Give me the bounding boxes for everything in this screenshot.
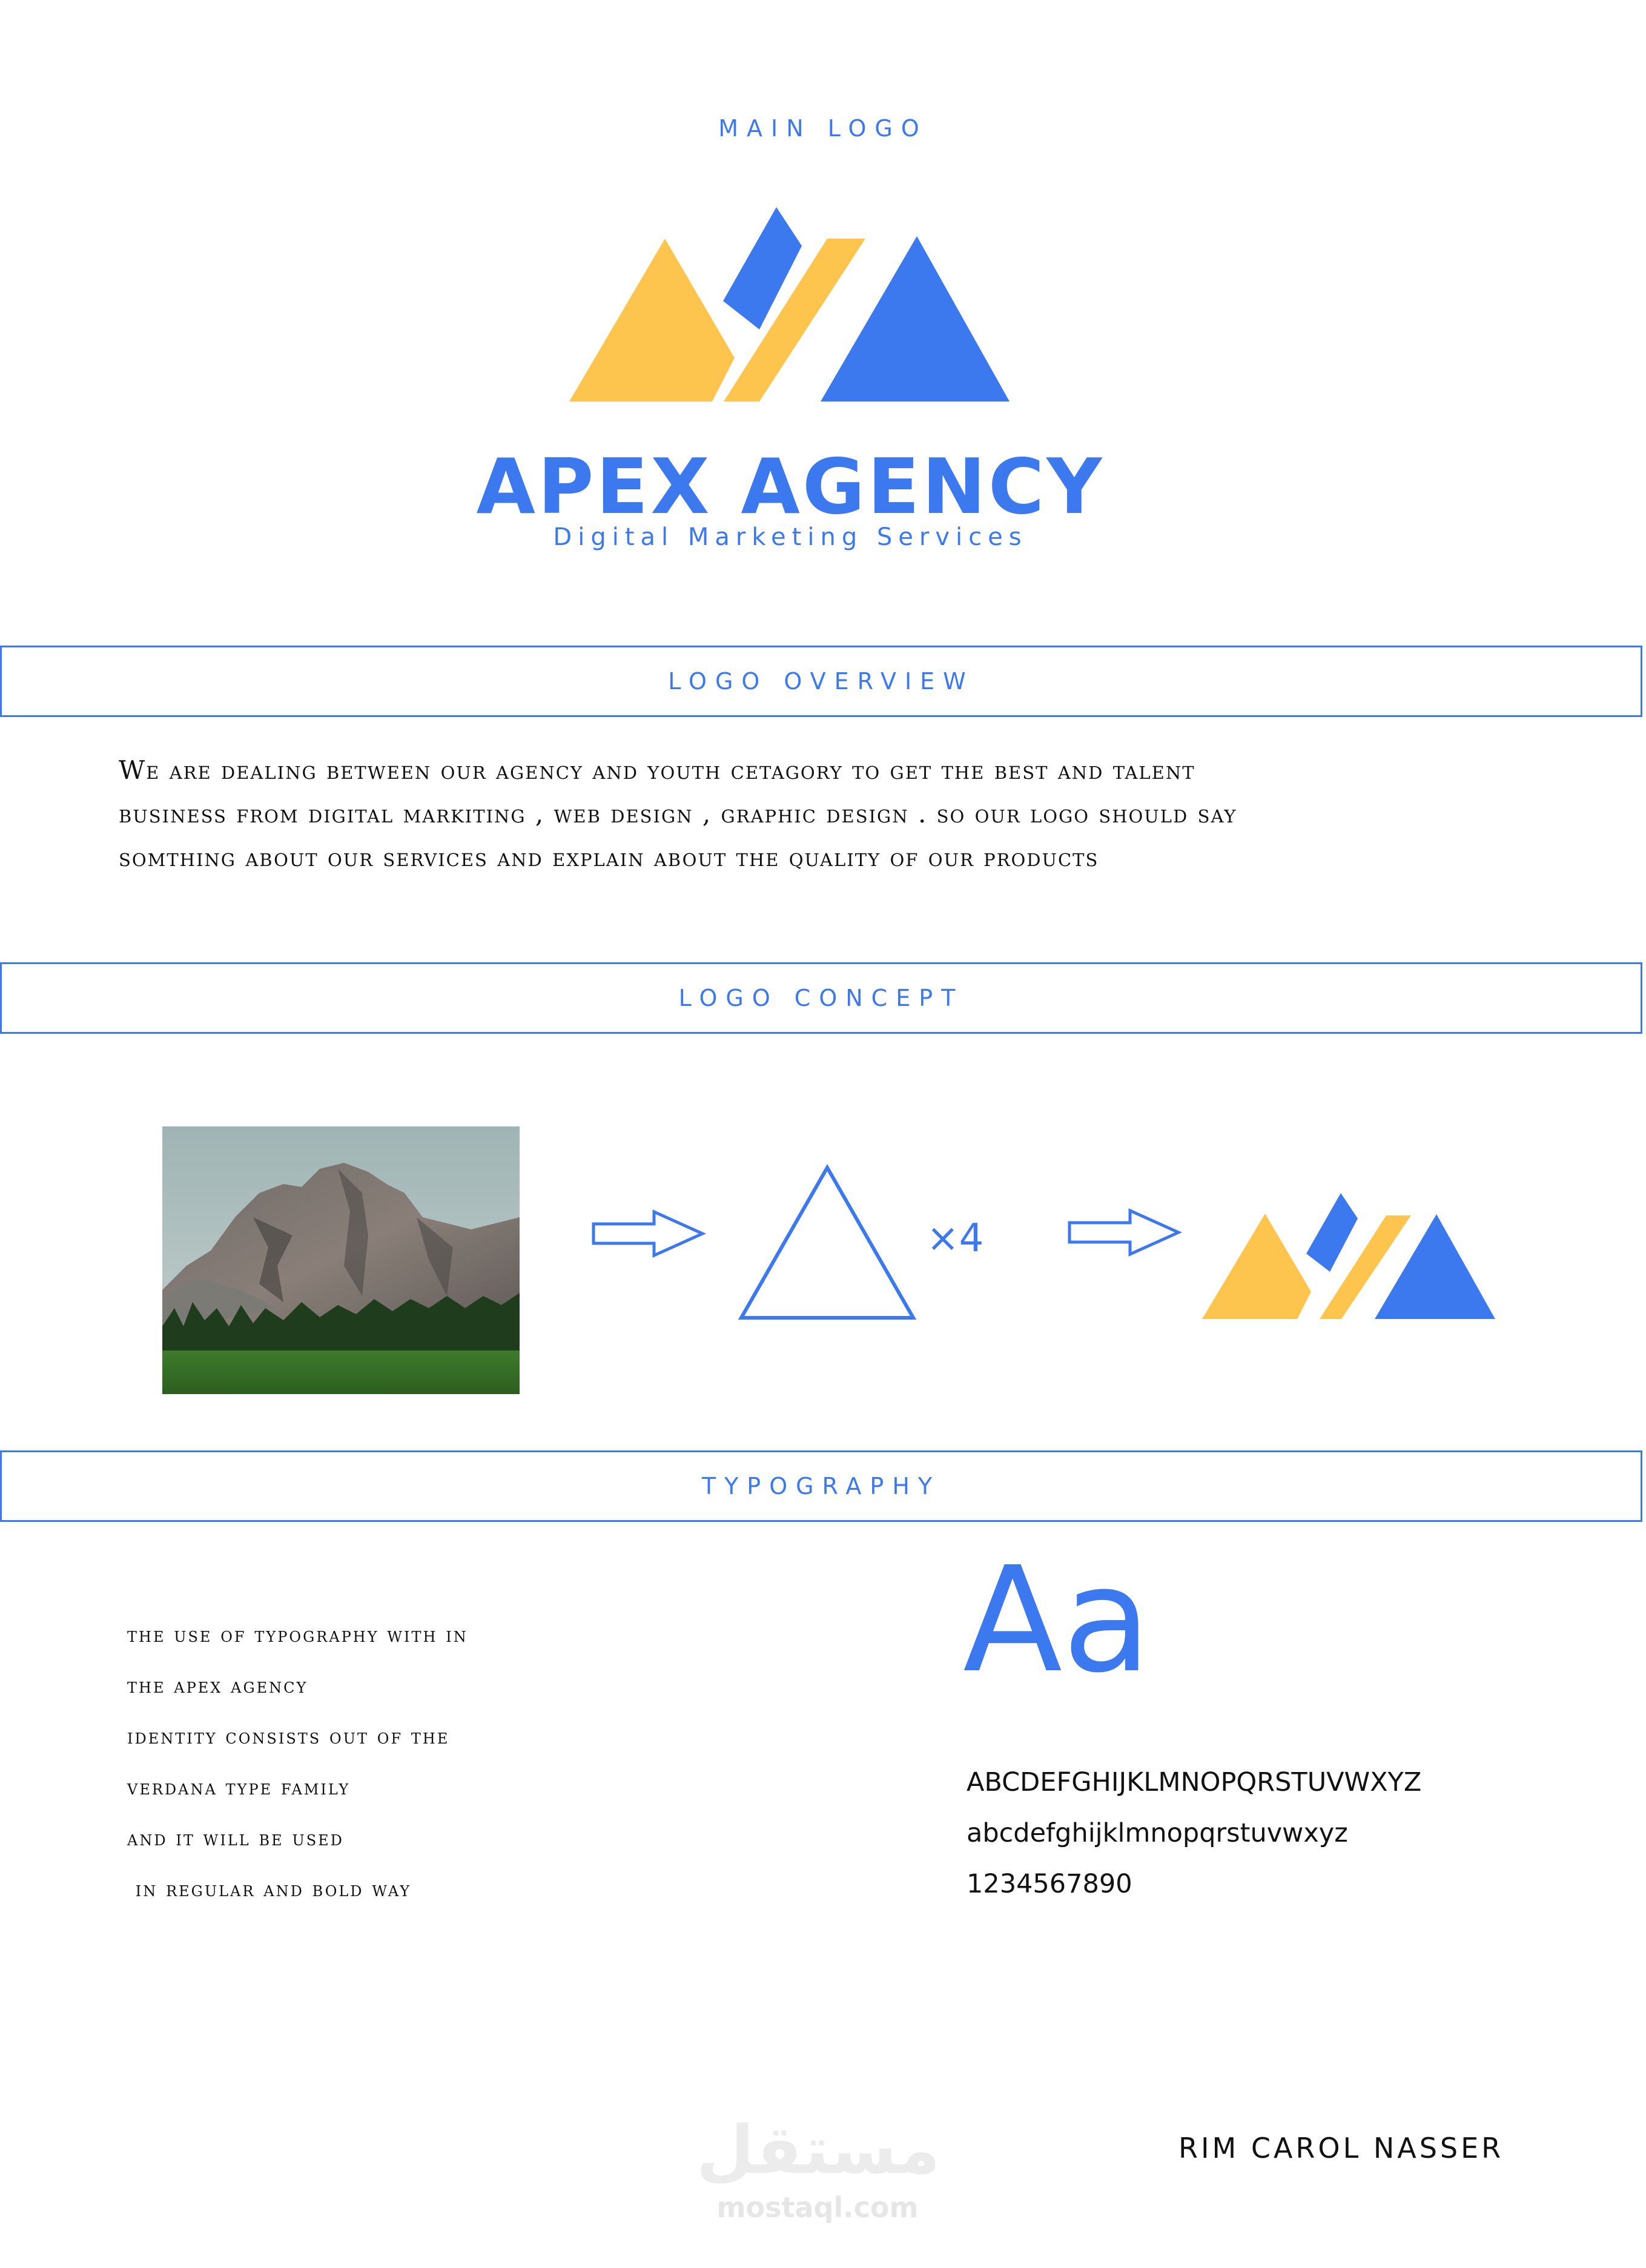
digits-sample: 1234567890 xyxy=(967,1869,1132,1899)
typography-line: the apex agency xyxy=(127,1674,308,1698)
author-name: RIM CAROL NASSER xyxy=(1178,2132,1504,2164)
typography-line: and it will be used xyxy=(127,1827,344,1851)
overview-line: business from digital markiting , web design , graphic design . so our logo should say xyxy=(119,799,1237,828)
typography-line: identity consists out of the xyxy=(127,1725,450,1749)
alphabet-uppercase: ABCDEFGHIJKLMNOPQRSTUVWXYZ xyxy=(967,1767,1422,1797)
type-sample-glyph: Aa xyxy=(963,1535,1152,1705)
typography-band xyxy=(0,1450,1642,1522)
mountain-photo xyxy=(162,1126,520,1394)
brand-tagline: Digital Marketing Services xyxy=(553,523,1028,551)
typography-line: in regular and bold way xyxy=(127,1877,412,1902)
triangle-outline-icon xyxy=(738,1164,917,1321)
typography-line: verdana type family xyxy=(127,1776,351,1800)
main-logo-heading: MAIN LOGO xyxy=(718,115,928,142)
arrow-right-icon xyxy=(1067,1208,1182,1257)
typography-line: the use of typography with in xyxy=(127,1623,468,1647)
apex-logo-mark xyxy=(569,206,1011,406)
logo-yellow-peak xyxy=(569,239,735,402)
logo-overview-heading: LOGO OVERVIEW xyxy=(668,668,974,695)
alphabet-lowercase: abcdefghijklmnopqrstuvwxyz xyxy=(967,1818,1348,1848)
arrow-right-icon xyxy=(591,1209,706,1258)
overview-line: somthing about our services and explain about the quality of our products xyxy=(119,842,1099,872)
multiplier-label: ×4 xyxy=(927,1216,984,1261)
logo-overview-text xyxy=(119,749,1572,879)
typography-description xyxy=(127,1610,672,1915)
logo-concept-heading: LOGO CONCEPT xyxy=(678,985,964,1011)
mostaql-watermark-logo: مستقل xyxy=(696,2111,940,2189)
logo-concept-band xyxy=(0,962,1642,1034)
mostaql-watermark-url: mostaql.com xyxy=(716,2191,919,2224)
overview-line: We are dealing between our agency and youth cetagory to get the best and talent xyxy=(119,755,1195,785)
brand-name: APEX AGENCY xyxy=(476,442,1105,531)
apex-logo-small xyxy=(1202,1193,1497,1326)
typography-heading: TYPOGRAPHY xyxy=(701,1473,941,1499)
logo-overview-band xyxy=(0,646,1642,717)
